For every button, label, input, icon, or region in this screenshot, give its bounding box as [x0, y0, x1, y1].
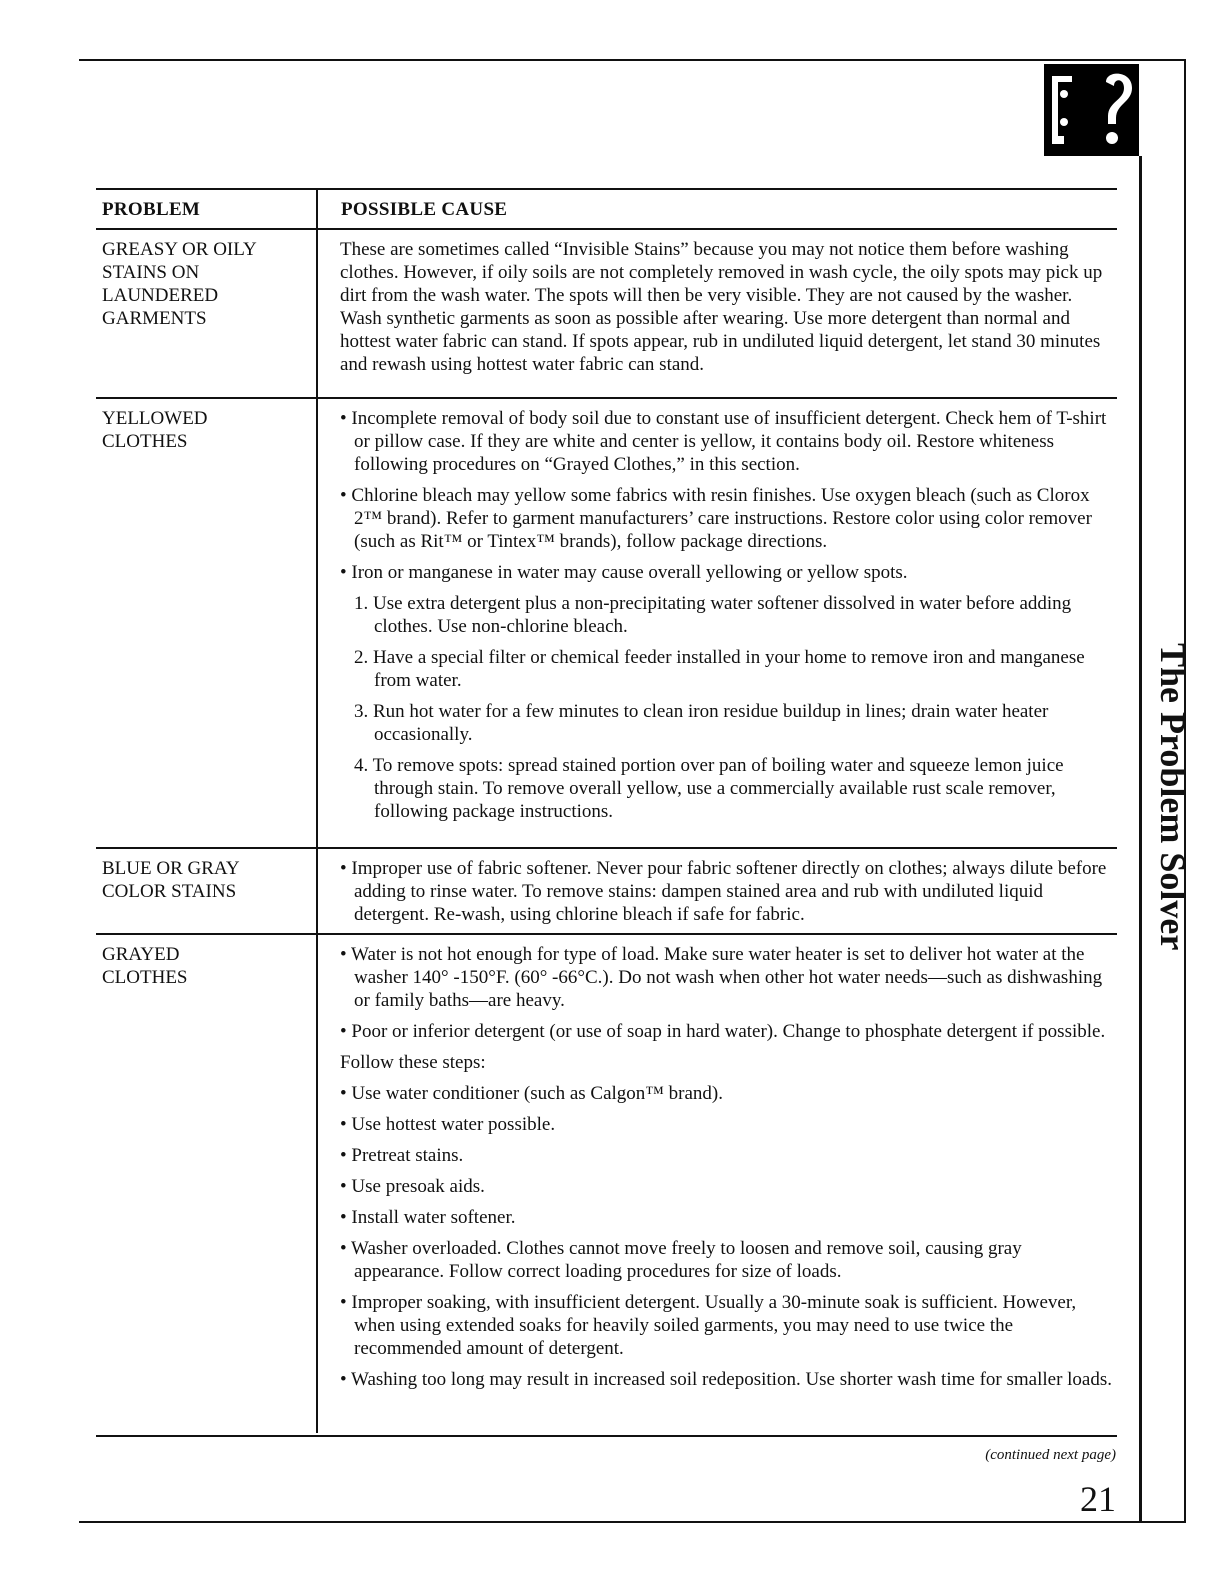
cause-bullet: • Install water softener.: [340, 1207, 516, 1228]
side-tab-rule: [1139, 156, 1142, 1521]
cause-step: 2. Have a special filter or chemical feeder installed in your home to remove iron and manganese from water.: [354, 647, 1085, 691]
cause-bullet: • Washer overloaded. Clothes cannot move freely to loosen and remove soil, causing gray appearance. Follow correct loading procedures for size of loads.: [340, 1238, 1022, 1282]
cause-step: 1. Use extra detergent plus a non-precipitating water softener dissolved in water before adding clothes. Use non-chlorine bleach.: [354, 593, 1072, 637]
question-mark-icon: [1044, 64, 1139, 156]
continued-note: (continued next page): [985, 1447, 1116, 1463]
table-header: [96, 188, 1117, 230]
problem-label: BLUE OR GRAY COLOR STAINS: [102, 858, 239, 902]
cause-bullet: • Pretreat stains.: [340, 1145, 464, 1166]
problem-solver-question-icon: [1044, 64, 1139, 156]
table-row: [96, 935, 1117, 1437]
cause-bullet: • Water is not hot enough for type of load. Make sure water heater is set to deliver hot water at the washer 140° -150°F. (60° -66°C.). Do not wash when other hot water needs—such as dishwashing or family baths—are heavy.: [340, 944, 1103, 1011]
cause-text: [340, 407, 1112, 831]
cause-text: [340, 943, 1112, 1399]
cause-bullet: • Use hottest water possible.: [340, 1114, 556, 1135]
cause-bullet: • Improper soaking, with insufficient detergent. Usually a 30-minute soak is sufficient. However, when using extended soaks for heavily soiled garments, you may need to use twice the recommended amount of detergent.: [340, 1292, 1077, 1359]
header-possible-cause: POSSIBLE CAUSE: [341, 199, 508, 220]
bottom-rule: [79, 1521, 1185, 1523]
cause-bullet: • Improper use of fabric softener. Never pour fabric softener directly on clothes; always dilute before adding to rinse water. To remove stains: dampen stained area and rub with undiluted liquid detergent. Re-wash, using chlorine bleach if safe for fabric.: [340, 858, 1107, 925]
cause-text: [340, 857, 1112, 934]
page-number: 21: [1080, 1479, 1116, 1519]
cause-bullet: • Use presoak aids.: [340, 1176, 485, 1197]
cause-bullet: • Use water conditioner (such as Calgon™ brand).: [340, 1083, 723, 1104]
header-problem: PROBLEM: [102, 199, 201, 220]
problem-label: GRAYED CLOTHES: [102, 944, 188, 988]
cause-bullet: • Poor or inferior detergent (or use of soap in hard water). Change to phosphate detergent if possible.: [340, 1021, 1106, 1042]
cause-bullet: • Iron or manganese in water may cause overall yellowing or yellow spots.: [340, 562, 908, 583]
cause-paragraph: Follow these steps:: [340, 1052, 486, 1073]
top-rule: [79, 59, 1185, 61]
table-row: [96, 849, 1117, 935]
cause-bullet: • Incomplete removal of body soil due to constant use of insufficient detergent. Check hem of T-shirt or pillow case. If they are white and center is yellow, it contains body oil. Restore whiteness following procedures on “Grayed Clothes,” in this section.: [340, 408, 1107, 475]
cause-paragraph: These are sometimes called “Invisible Stains” because you may not notice them before washing clothes. However, if oily soils are not completely removed in wash cycle, the oily spots may pick up dirt from the wash water. The spots will then be very visible. They are not caused by the washer. Wash synthetic garments as soon as possible after wearing. Use more detergent than normal and hottest water fabric can stand. If spots appear, rub in undiluted liquid detergent, let stand 30 minutes and rewash using hottest water fabric can stand.: [340, 239, 1103, 375]
problem-table: [96, 188, 1117, 1437]
cause-text: [340, 238, 1112, 384]
cause-step: 4. To remove spots: spread stained portion over pan of boiling water and squeeze lemon juice through stain. To remove overall yellow, use a commercially available rust scale remover, following package instructions.: [354, 755, 1064, 822]
problem-label: GREASY OR OILY STAINS ON LAUNDERED GARMENTS: [102, 239, 256, 329]
table-row: [96, 230, 1117, 399]
cause-step: 3. Run hot water for a few minutes to clean iron residue buildup in lines; drain water heater occasionally.: [354, 701, 1049, 745]
cause-bullet: • Chlorine bleach may yellow some fabrics with resin finishes. Use oxygen bleach (such as Clorox 2™ brand). Refer to garment manufacturers’ care instructions. Restore color using color remover (such as Rit™ or Tintex™ brands), follow package directions.: [340, 485, 1092, 552]
cause-bullet: • Washing too long may result in increased soil redeposition. Use shorter wash time for smaller loads.: [340, 1369, 1113, 1390]
side-section-title: The Problem Solver: [1153, 643, 1193, 951]
problem-label: YELLOWED CLOTHES: [102, 408, 208, 452]
table-row: [96, 399, 1117, 849]
